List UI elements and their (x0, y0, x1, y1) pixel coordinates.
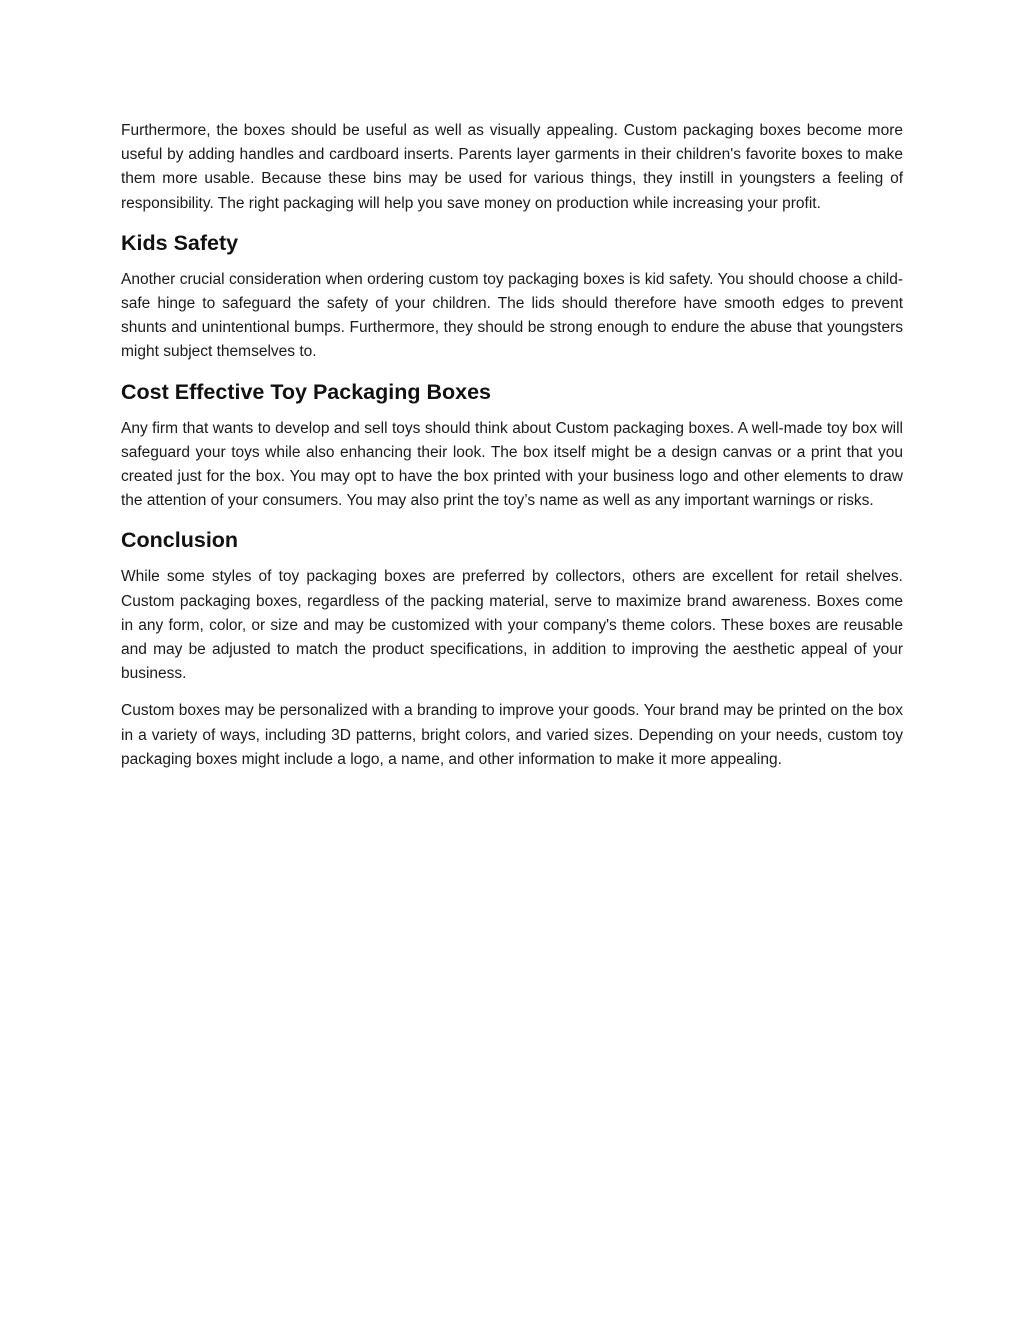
kids-safety-paragraph: Another crucial consideration when ordering custom toy packaging boxes is kid safety. You should choose a child-safe hinge to safeguard the safety of your children. The lids should therefore have smooth edges to prevent shunts and unintentional bumps. Furthermore, they should be strong enough to endure the abuse that youngsters might subject themselves to. (121, 270, 903, 361)
document-page (121, 119, 903, 785)
heading-conclusion: Conclusion (121, 528, 239, 553)
heading-cost-effective: Cost Effective Toy Packaging Boxes (121, 379, 491, 404)
heading-kids-safety: Kids Safety (121, 230, 239, 255)
conclusion-paragraph-2: Custom boxes may be personalized with a branding to improve your goods. Your brand may be printed on the box in a variety of ways, including 3D patterns, bright colors, and varied sizes. Depending on your needs, custom toy packaging boxes might include a logo, a name, and other information to make it more appealing. (121, 702, 903, 768)
conclusion-paragraph-1: While some styles of toy packaging boxes are preferred by collectors, others are excellent for retail shelves. Custom packaging boxes, regardless of the packing material, serve to maximize brand awareness. Boxes come in any form, color, or size and may be customized with your company's theme colors. These boxes are reusable and may be adjusted to match the product specifications, in addition to improving the aesthetic appeal of your business. (121, 568, 903, 683)
cost-effective-paragraph: Any firm that wants to develop and sell toys should think about Custom packaging boxes. A well-made toy box will safeguard your toys while also enhancing their look. The box itself might be a design canvas or a print that you created just for the box. You may opt to have the box printed with your business logo and other elements to draw the attention of your consumers. You may also print the toy’s name as well as any important warnings or risks. (121, 419, 903, 510)
intro-paragraph: Furthermore, the boxes should be useful as well as visually appealing. Custom packaging boxes become more useful by adding handles and cardboard inserts. Parents layer garments in their children's favorite boxes to make them more usable. Because these bins may be used for various things, they instill in youngsters a feeling of responsibility. The right packaging will help you save money on production while increasing your profit. (121, 122, 903, 212)
